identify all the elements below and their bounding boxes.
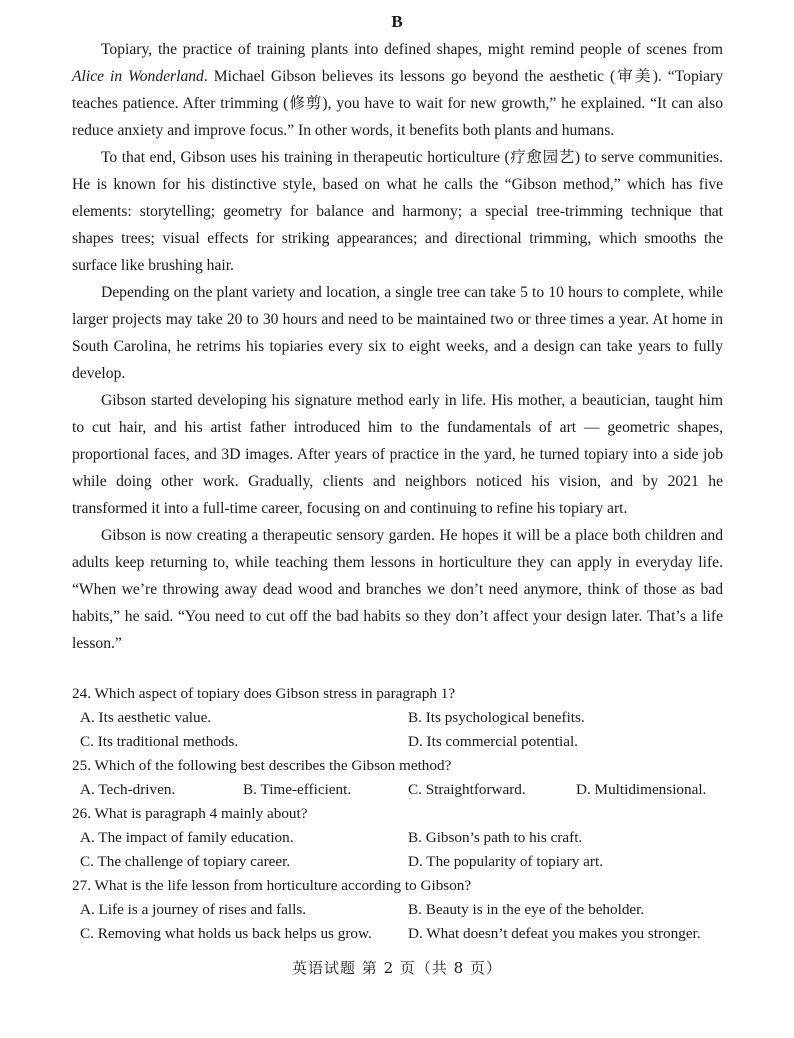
option-d: D. Its commercial potential. bbox=[408, 733, 578, 750]
paragraph-5: Gibson is now creating a therapeutic sensory garden. He hopes it will be a place both children and adults keep returning to, while teaching them lessons in horticulture they can apply in everyday life. “When we’re throwing away dead wood and branches we don’t need anymore, think of those as bad habits,” he said. “You need to cut off the bad habits so they don’t affect your design later. That’s a life lesson.” bbox=[72, 527, 723, 652]
option-d: D. What doesn’t defeat you makes you stronger. bbox=[408, 925, 701, 942]
paragraph-1 bbox=[72, 36, 723, 144]
option-a: A. Life is a journey of rises and falls. bbox=[80, 901, 307, 918]
option-row bbox=[72, 850, 732, 874]
question-stem: 24. Which aspect of topiary does Gibson stress in paragraph 1? bbox=[72, 685, 456, 702]
reading-passage bbox=[72, 36, 723, 657]
question-25 bbox=[72, 754, 732, 802]
option-c: C. Straightforward. bbox=[408, 781, 526, 798]
paragraph-2: To that end, Gibson uses his training in therapeutic horticulture (疗愈园艺) to serve communities. He is known for his distinctive style, based on what he calls the “Gibson method,” which has five elements: storytelling; geometry for balance and harmony; a special tree-trimming technique that shapes trees; visual effects for striking appearances; and directional trimming, which smooths the surface like brushing hair. bbox=[72, 149, 723, 274]
option-row bbox=[72, 730, 732, 754]
option-row bbox=[72, 826, 732, 850]
section-heading: B bbox=[391, 12, 403, 31]
option-row bbox=[72, 922, 732, 946]
option-c: C. The challenge of topiary career. bbox=[80, 853, 291, 870]
option-b: B. Its psychological benefits. bbox=[408, 709, 585, 726]
question-27 bbox=[72, 874, 732, 946]
question-list bbox=[72, 682, 732, 946]
option-a: A. Tech-driven. bbox=[80, 781, 176, 798]
question-24 bbox=[72, 682, 732, 754]
option-a: A. The impact of family education. bbox=[80, 829, 294, 846]
paragraph-1-text-start: Topiary, the practice of training plants into defined shapes, might remind people of scenes from bbox=[101, 41, 723, 58]
book-title: Alice in Wonderland bbox=[72, 68, 204, 85]
question-stem: 25. Which of the following best describes the Gibson method? bbox=[72, 757, 452, 774]
paragraph-4: Gibson started developing his signature method early in life. His mother, a beautician, taught him to cut hair, and his artist father introduced him to the fundamentals of art — geometric shapes, proportional faces, and 3D images. After years of practice in the yard, he turned topiary into a side job while doing other work. Gradually, clients and neighbors noticed his vision, and by 2021 he transformed it into a full-time career, focusing on and continuing to refine his topiary art. bbox=[72, 392, 723, 517]
option-b: B. Gibson’s path to his craft. bbox=[408, 829, 583, 846]
option-c: C. Removing what holds us back helps us grow. bbox=[80, 925, 372, 942]
option-row bbox=[72, 898, 732, 922]
option-b: B. Beauty is in the eye of the beholder. bbox=[408, 901, 645, 918]
option-b: B. Time-efficient. bbox=[243, 781, 352, 798]
option-a: A. Its aesthetic value. bbox=[80, 709, 212, 726]
option-d: D. The popularity of topiary art. bbox=[408, 853, 603, 870]
question-26 bbox=[72, 802, 732, 874]
option-row bbox=[72, 706, 732, 730]
question-stem: 26. What is paragraph 4 mainly about? bbox=[72, 805, 308, 822]
paragraph-3: Depending on the plant variety and location, a single tree can take 5 to 10 hours to complete, while larger projects may take 20 to 30 hours and need to be maintained two or three times a year. At home in South Carolina, he retrims his topiaries every six to eight weeks, and a design can take years to fully develop. bbox=[72, 284, 723, 382]
option-row bbox=[72, 778, 732, 802]
question-stem: 27. What is the life lesson from horticulture according to Gibson? bbox=[72, 877, 472, 894]
option-d: D. Multidimensional. bbox=[576, 781, 707, 798]
page-footer: 英语试题 第 2 页（共 8 页） bbox=[292, 959, 502, 977]
option-c: C. Its traditional methods. bbox=[80, 733, 239, 750]
paragraph-1-text-end: . Michael Gibson believes its lessons go beyond the aesthetic (审美). “Topiary teaches patience. After trimming (修剪), you have to wait for new growth,” he explained. “It can also reduce anxiety and improve focus.” In other words, it benefits both plants and humans. bbox=[72, 68, 723, 139]
